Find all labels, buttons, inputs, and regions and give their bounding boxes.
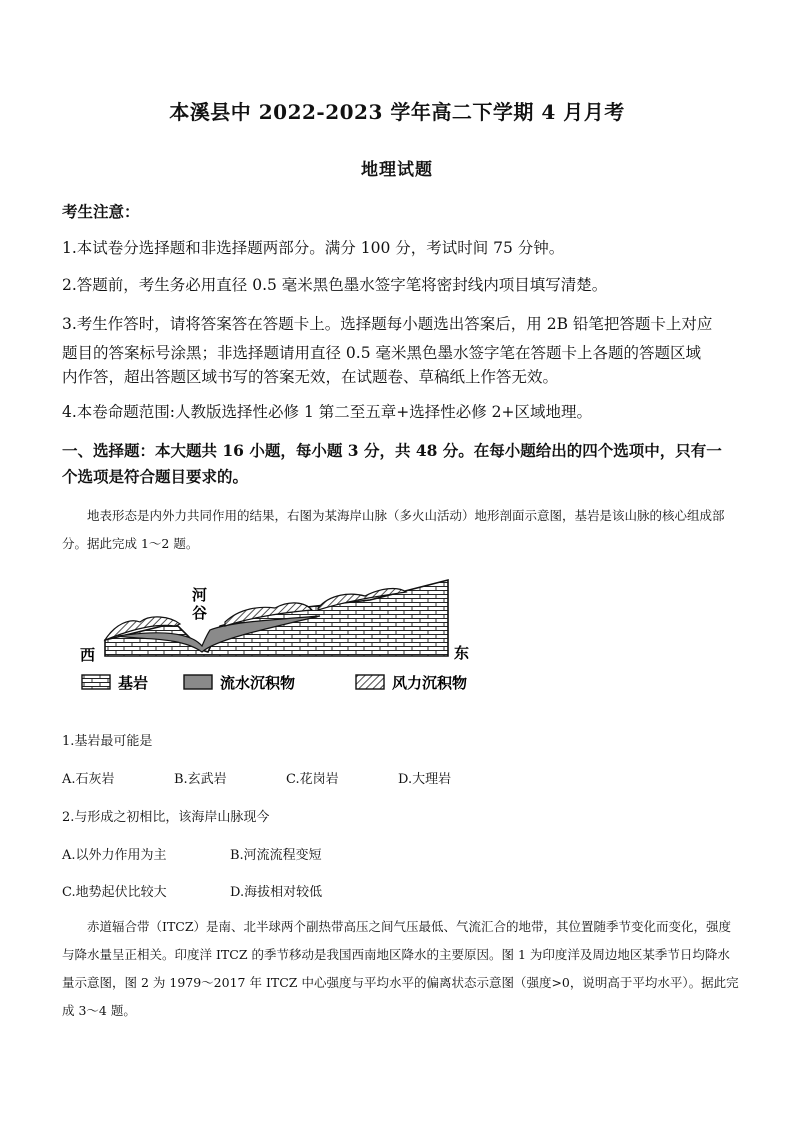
notice-item-3-line-2: 题目的答案标号涂黑；非选择题请用直径 0.5 毫米黑色墨水签字笔在答题卡上各题的答题区域 [62,344,702,362]
notice-item-1: 1.本试卷分选择题和非选择题两部分。满分 100 分，考试时间 75 分钟。 [62,239,565,257]
passage-1: 地表形态是内外力共同作用的结果，右图为某海岸山脉（多火山活动）地形剖面示意图，基岩是该山脉的核心组成部分。据此完成 1～2 题。 [62,508,725,551]
question-1-option-b: B.玄武岩 [174,772,227,787]
question-2-stem: 2.与形成之初相比，该海岸山脉现今 [62,810,270,825]
question-2-option-b: B.河流流程变短 [230,848,322,863]
page-subtitle: 地理试题 [361,160,433,180]
question-2-option-d: D.海拔相对较低 [230,885,323,900]
section-heading-line-1: 一、选择题：本大题共 16 小题，每小题 3 分，共 48 分。在每小题给出的四个选项中，只有一 [62,441,722,460]
question-1-option-c: C.花岗岩 [286,772,339,787]
legend-fluvial-swatch [184,675,212,689]
legend-bedrock-label: 基岩 [118,674,149,692]
legend-aeolian-label: 风力沉积物 [392,674,468,692]
east-label: 东 [454,644,470,662]
legend-fluvial-label: 流水沉积物 [220,674,296,692]
river-valley-label-1: 河 [192,586,208,604]
question-2-option-c: C.地势起伏比较大 [62,885,167,900]
notice-item-2: 2.答题前，考生务必用直径 0.5 毫米黑色墨水签字笔将密封线内项目填写清楚。 [62,276,608,294]
legend-bedrock-swatch [82,675,110,689]
legend-aeolian-swatch [356,675,384,689]
section-heading-line-2: 个选项是符合题目要求的。 [62,467,249,486]
notice-heading: 考生注意： [62,202,140,221]
river-valley-label-2: 谷 [192,604,208,622]
notice-item-3-line-1: 3.考生作答时，请将答案答在答题卡上。选择题每小题选出答案后，用 2B 铅笔把答题卡上对应 [62,315,713,333]
page-title: 本溪县中 2022-2023 学年高二下学期 4 月月考 [169,100,625,124]
west-label: 西 [80,646,96,664]
question-1-option-d: D.大理岩 [398,772,452,787]
passage-2: 赤道辐合带（ITCZ）是南、北半球两个副热带高压之间气压最低、气流汇合的地带，其位置随季节变化而变化，强度与降水量呈正相关。印度洋 ITCZ 的季节移动是我国西南地区降水的主要原因。图 1 为印度洋及周边地区某季节日均降水量示意图，图 2 为 1979～2017 年 ITCZ 中心强度与平均水平的偏离状态示意图（强度>0，说明高于平均水平）。据此完成 3～4 题。 [62,919,739,1018]
question-1-option-a: A.石灰岩 [62,772,115,787]
notice-item-4: 4.本卷命题范围:人教版选择性必修 1 第二至五章+选择性必修 2+区域地理。 [62,403,592,421]
notice-item-3-line-3: 内作答，超出答题区域书写的答案无效，在试题卷、草稿纸上作答无效。 [62,368,559,386]
question-2-option-a: A.以外力作用为主 [62,848,167,863]
terrain-profile-figure [80,578,500,696]
question-1-stem: 1.基岩最可能是 [62,734,153,749]
